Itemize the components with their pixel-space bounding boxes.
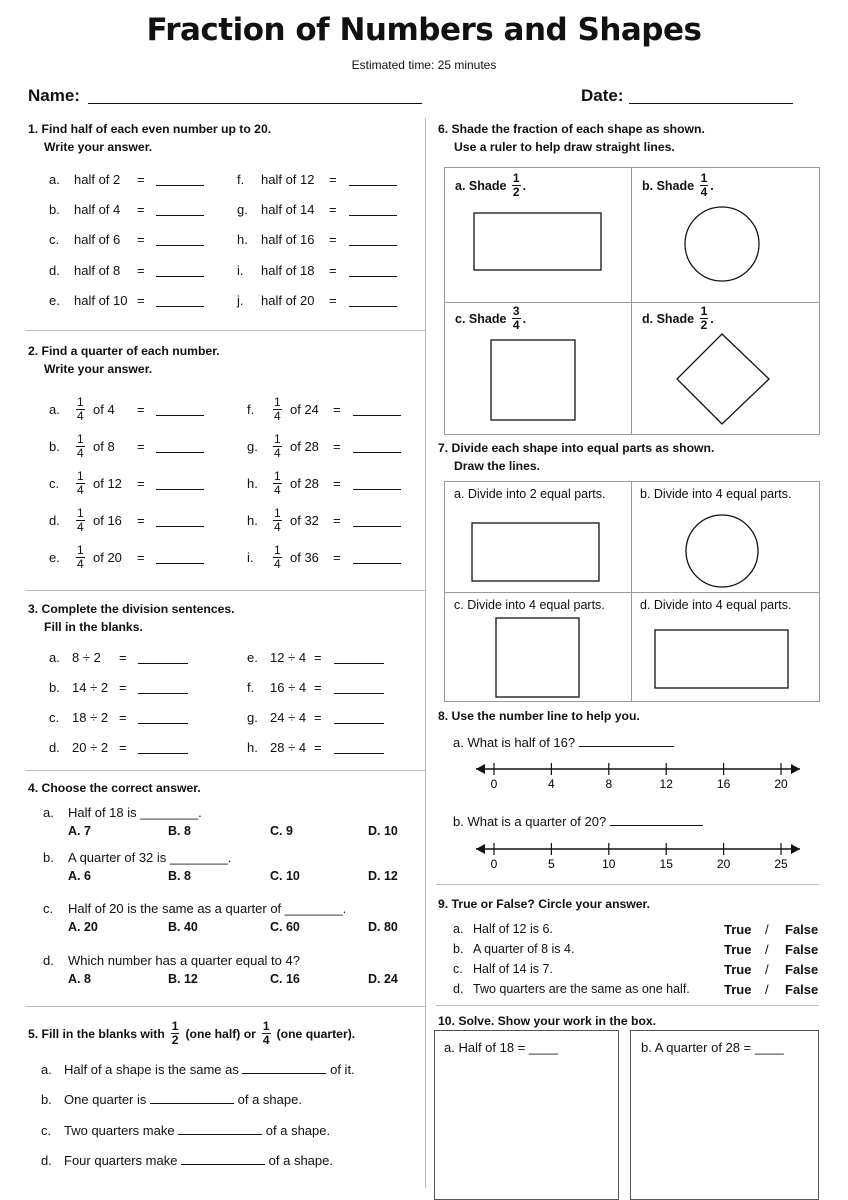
- item-text: 20 ÷ 2: [72, 740, 109, 755]
- section-divider: [26, 1006, 425, 1007]
- q7-cell-d-label: d. Divide into 4 equal parts.: [640, 598, 792, 612]
- item-text: A quarter of 32 is ________.: [68, 850, 232, 865]
- item-text: of 32: [290, 513, 319, 528]
- item-letter: d.: [43, 953, 54, 968]
- fraction-one-quarter: $\frac{1}{4}$: [77, 395, 84, 423]
- item-letter: f.: [247, 402, 255, 417]
- q3-row: [0, 710, 420, 728]
- item-text: of a shape.: [265, 1153, 333, 1168]
- item-text: half of 10: [74, 293, 128, 308]
- item-text: half of 6: [74, 232, 121, 247]
- item-text: Half of 20 is the same as a quarter of ________.: [68, 901, 347, 916]
- equals-sign: =: [333, 550, 341, 565]
- equals-sign: =: [137, 232, 145, 247]
- item-text: half of 8: [74, 263, 121, 278]
- item-text: of 8: [93, 439, 115, 454]
- item-text: One quarter is: [64, 1092, 150, 1107]
- item-letter: e.: [49, 550, 60, 565]
- tick-label: 20: [774, 777, 788, 791]
- q4-question: [43, 901, 346, 916]
- item-text: Half of a shape is the same as: [64, 1062, 243, 1077]
- answer-blank[interactable]: [610, 814, 703, 826]
- item-letter: b.: [49, 680, 60, 695]
- answer-blank[interactable]: [349, 265, 397, 277]
- arrow-left-icon: [476, 844, 485, 854]
- item-letter: i.: [237, 263, 244, 278]
- item-letter: f.: [237, 172, 245, 187]
- q1-row: [0, 172, 420, 190]
- item-letter: c.: [49, 476, 60, 491]
- q6-circle-shape: [685, 207, 759, 281]
- fraction-one-quarter: $\frac{1}{4}$: [274, 543, 281, 571]
- answer-option[interactable]: C. 9: [270, 824, 293, 838]
- answer-option[interactable]: A. 6: [68, 869, 91, 883]
- q2-row: [0, 433, 420, 461]
- item-text: 16 ÷ 4: [270, 680, 307, 695]
- tick-label: 16: [716, 777, 731, 791]
- q8-item-b: b. What is a quarter of 20?: [453, 814, 703, 829]
- estimated-time: Estimated time: 25 minutes: [351, 58, 497, 72]
- name-field[interactable]: [88, 103, 422, 104]
- answer-option[interactable]: B. 40: [168, 920, 198, 934]
- arrow-right-icon: [791, 844, 800, 854]
- fraction-one-quarter: $\frac{1}{4}$: [77, 432, 84, 460]
- item-letter: g.: [247, 710, 258, 725]
- equals-sign: =: [119, 710, 127, 725]
- tick-label: 0: [490, 777, 498, 791]
- item-letter: e.: [49, 293, 60, 308]
- q5-row: [41, 1123, 330, 1138]
- item-letter: b.: [49, 439, 60, 454]
- q2-row: [0, 470, 420, 498]
- answer-blank[interactable]: [353, 404, 401, 416]
- item-letter: c.: [41, 1123, 52, 1138]
- item-letter: d.: [49, 263, 60, 278]
- q10-work-box-a[interactable]: [434, 1030, 619, 1200]
- q2-row: [0, 507, 420, 535]
- q6-square-shape: [491, 340, 575, 420]
- false-option[interactable]: False: [785, 982, 819, 997]
- q6-rhombus-shape: [677, 334, 769, 424]
- item-letter: a.: [41, 1062, 52, 1077]
- answer-blank[interactable]: [353, 515, 401, 527]
- arrow-left-icon: [476, 764, 485, 774]
- q5-heading: 5. Fill in the blanks with $\frac{1}{2}$ (one half) or $\frac{1}{4}$ (one quarter).: [28, 1019, 356, 1047]
- tick-label: 20: [716, 857, 731, 871]
- equals-sign: =: [333, 439, 341, 454]
- q2-row: [0, 544, 420, 572]
- q3-row: [0, 650, 420, 668]
- item-text: Two quarters are the same as one half.: [473, 982, 690, 996]
- tick-label: 4: [548, 777, 555, 791]
- item-letter: a.: [49, 172, 60, 187]
- true-option[interactable]: True: [724, 962, 752, 977]
- equals-sign: =: [137, 263, 145, 278]
- answer-option[interactable]: A. 7: [68, 824, 91, 838]
- answer-blank[interactable]: [334, 652, 384, 664]
- fraction-one-half: $\frac{1}{2}$: [171, 1019, 179, 1047]
- fraction-one-quarter: $\frac{1}{4}$: [274, 506, 281, 534]
- equals-sign: =: [137, 402, 145, 417]
- name-label: Name:: [28, 86, 80, 105]
- q5-row: [41, 1092, 302, 1107]
- q7-heading: 7. Divide each shape into equal parts as shown. Draw the lines.: [438, 441, 715, 473]
- equals-sign: =: [329, 202, 337, 217]
- item-text: 14 ÷ 2: [72, 680, 109, 695]
- q10-heading: 10. Solve. Show your work in the box.: [438, 1014, 657, 1028]
- item-letter: b.: [43, 850, 54, 865]
- item-text: 28 ÷ 4: [270, 740, 307, 755]
- fraction-one-quarter: $\frac{1}{4}$: [77, 543, 84, 571]
- equals-sign: =: [137, 293, 145, 308]
- q1-row: [0, 263, 420, 281]
- tick-label: 10: [602, 857, 616, 871]
- item-letter: f.: [247, 680, 255, 695]
- item-text: of 20: [93, 550, 122, 565]
- answer-blank[interactable]: [349, 234, 397, 246]
- q7-square-shape: [496, 618, 579, 697]
- equals-sign: =: [333, 476, 341, 491]
- equals-sign: =: [137, 550, 145, 565]
- answer-option[interactable]: C. 60: [270, 920, 300, 934]
- true-option[interactable]: True: [724, 942, 752, 957]
- item-text: half of 16: [261, 232, 315, 247]
- q6-cell-c-label: c. Shade $\frac{3}{4}$ .: [455, 304, 527, 332]
- item-letter: h.: [237, 232, 248, 247]
- item-text: of 12: [93, 476, 122, 491]
- item-text: half of 20: [261, 293, 315, 308]
- section-divider: [26, 590, 425, 591]
- column-divider: [425, 118, 426, 1188]
- answer-blank[interactable]: [353, 478, 401, 490]
- item-text: of 4: [93, 402, 115, 417]
- answer-option[interactable]: D. 24: [368, 972, 398, 986]
- item-letter: d.: [49, 740, 60, 755]
- q3-heading: 3. Complete the division sentences. Fill in the blanks.: [28, 602, 235, 634]
- item-letter: h.: [247, 513, 258, 528]
- true-option[interactable]: True: [724, 982, 752, 997]
- q7-rectangle-shape: [472, 523, 599, 581]
- item-text: Four quarters make: [64, 1153, 182, 1168]
- section-divider: [436, 884, 819, 885]
- item-letter: b.: [41, 1092, 52, 1107]
- fraction-one-quarter: $\frac{1}{4}$: [262, 1019, 270, 1047]
- tick-label: 12: [659, 777, 673, 791]
- item-text: of 36: [290, 550, 319, 565]
- equals-sign: =: [314, 740, 322, 755]
- equals-sign: =: [333, 402, 341, 417]
- answer-option[interactable]: B. 12: [168, 972, 198, 986]
- q7-wide-rectangle-shape: [655, 630, 788, 688]
- item-letter: d.: [41, 1153, 52, 1168]
- page-title: Fraction of Numbers and Shapes: [146, 12, 702, 48]
- answer-option[interactable]: D. 80: [368, 920, 398, 934]
- q1-row: [0, 232, 420, 250]
- false-option[interactable]: False: [785, 942, 819, 957]
- q5-row: [41, 1153, 333, 1168]
- equals-sign: =: [137, 476, 145, 491]
- item-text: A quarter of 8 is 4.: [473, 942, 575, 956]
- item-letter: c.: [49, 710, 60, 725]
- item-text: half of 18: [261, 263, 315, 278]
- answer-option[interactable]: A. 20: [68, 920, 98, 934]
- fraction-one-quarter: $\frac{1}{4}$: [274, 469, 281, 497]
- q4-question: [43, 850, 231, 865]
- item-letter: g.: [237, 202, 248, 217]
- item-text: of 28: [290, 476, 319, 491]
- tick-label: 15: [659, 857, 673, 871]
- q4-question: [43, 805, 202, 820]
- tick-label: 8: [605, 777, 613, 791]
- answer-blank[interactable]: [334, 682, 384, 694]
- item-letter: a.: [49, 650, 60, 665]
- equals-sign: =: [329, 263, 337, 278]
- equals-sign: =: [137, 513, 145, 528]
- q6-rectangle-shape: [474, 213, 601, 270]
- section-divider: [436, 1005, 819, 1006]
- item-text: 24 ÷ 4: [270, 710, 307, 725]
- item-text: Half of 12 is 6.: [473, 922, 553, 936]
- q5-row: [41, 1062, 355, 1077]
- q6-cell-d-label: d. Shade $\frac{1}{2}$ .: [642, 304, 714, 332]
- q8-heading: 8. Use the number line to help you.: [438, 709, 640, 723]
- equals-sign: =: [314, 680, 322, 695]
- equals-sign: =: [137, 439, 145, 454]
- q9-row: [0, 982, 848, 1000]
- tick-label: 25: [774, 857, 788, 871]
- equals-sign: =: [333, 513, 341, 528]
- q3-row: [0, 680, 420, 698]
- q6-cell-b-label: b. Shade $\frac{1}{4}$ .: [642, 171, 714, 199]
- answer-option[interactable]: D. 12: [368, 869, 398, 883]
- q9-heading: 9. True or False? Circle your answer.: [438, 897, 651, 911]
- item-text: 8 ÷ 2: [72, 650, 101, 665]
- answer-blank[interactable]: [349, 295, 397, 307]
- item-letter: h.: [247, 740, 258, 755]
- item-text: half of 12: [261, 172, 315, 187]
- date-label: Date:: [581, 86, 624, 105]
- item-text: of a shape.: [234, 1092, 302, 1107]
- item-text: Two quarters make: [64, 1123, 179, 1138]
- fraction-one-quarter: $\frac{1}{4}$: [77, 469, 84, 497]
- item-letter: c.: [49, 232, 60, 247]
- answer-option[interactable]: C. 16: [270, 972, 300, 986]
- item-letter: g.: [247, 439, 258, 454]
- q6-cell-a-label: a. Shade $\frac{1}{2}$ .: [455, 171, 527, 199]
- q7-shapes[interactable]: [444, 481, 820, 702]
- fraction-one-quarter: $\frac{1}{4}$: [274, 395, 281, 423]
- answer-option[interactable]: D. 10: [368, 824, 398, 838]
- item-text: of 24: [290, 402, 319, 417]
- number-line-1: [470, 758, 810, 794]
- item-text: of 16: [93, 513, 122, 528]
- item-letter: b.: [453, 942, 464, 956]
- item-text: Which number has a quarter equal to 4?: [68, 953, 300, 968]
- separator: /: [765, 982, 769, 997]
- section-divider: [26, 330, 425, 331]
- item-letter: i.: [247, 550, 254, 565]
- answer-blank[interactable]: [181, 1153, 265, 1165]
- separator: /: [765, 922, 769, 937]
- item-letter: a.: [453, 922, 464, 936]
- answer-blank[interactable]: [334, 712, 384, 724]
- q7-cell-c-label: c. Divide into 4 equal parts.: [454, 598, 605, 612]
- q6-heading: 6. Shade the fraction of each shape as shown. Use a ruler to help draw straight lines.: [438, 122, 705, 154]
- q1-heading: 1. Find half of each even number up to 20. Write your answer.: [28, 122, 272, 154]
- q7-cell-a-label: a. Divide into 2 equal parts.: [454, 487, 606, 501]
- q9-row: [0, 922, 848, 940]
- q7-circle-shape: [686, 515, 758, 587]
- arrow-right-icon: [791, 764, 800, 774]
- item-letter: e.: [247, 650, 258, 665]
- equals-sign: =: [137, 172, 145, 187]
- q10-item-b: b. A quarter of 28 = ____: [641, 1040, 784, 1055]
- item-text: half of 4: [74, 202, 121, 217]
- item-letter: b.: [49, 202, 60, 217]
- item-letter: a.: [49, 402, 60, 417]
- item-letter: c.: [43, 901, 54, 916]
- answer-blank[interactable]: [178, 1123, 262, 1135]
- item-text: half of 14: [261, 202, 315, 217]
- q10-item-a: a. Half of 18 = ____: [444, 1040, 558, 1055]
- equals-sign: =: [119, 680, 127, 695]
- item-text: Half of 14 is 7.: [473, 962, 553, 976]
- q2-row: [0, 396, 420, 424]
- answer-blank[interactable]: [353, 441, 401, 453]
- equals-sign: =: [329, 232, 337, 247]
- item-letter: d.: [453, 982, 464, 996]
- tick-label: 5: [548, 857, 555, 871]
- equals-sign: =: [329, 293, 337, 308]
- equals-sign: =: [137, 202, 145, 217]
- date-field[interactable]: [629, 103, 793, 104]
- equals-sign: =: [314, 650, 322, 665]
- q4-heading: 4. Choose the correct answer.: [28, 781, 201, 795]
- answer-blank[interactable]: [353, 552, 401, 564]
- true-option[interactable]: True: [724, 922, 752, 937]
- q3-row: [0, 740, 420, 758]
- q8-item-a: a. What is half of 16?: [453, 735, 674, 750]
- section-divider: [26, 770, 425, 771]
- fraction-one-quarter: $\frac{1}{4}$: [274, 432, 281, 460]
- q2-heading: 2. Find a quarter of each number. Write your answer.: [28, 344, 220, 376]
- item-text: of 28: [290, 439, 319, 454]
- answer-option[interactable]: B. 8: [168, 869, 191, 883]
- item-letter: j.: [237, 293, 244, 308]
- q1-row: [0, 293, 420, 311]
- separator: /: [765, 942, 769, 957]
- separator: /: [765, 962, 769, 977]
- fraction-one-quarter: $\frac{1}{4}$: [77, 506, 84, 534]
- item-text: Half of 18 is ________.: [68, 805, 202, 820]
- item-text: of a shape.: [262, 1123, 331, 1138]
- equals-sign: =: [119, 650, 127, 665]
- item-letter: a.: [43, 805, 54, 820]
- item-letter: d.: [49, 513, 60, 528]
- q6-shapes[interactable]: [444, 167, 820, 435]
- item-text: 12 ÷ 4: [270, 650, 307, 665]
- q1-row: [0, 202, 420, 220]
- item-text: 18 ÷ 2: [72, 710, 109, 725]
- false-option[interactable]: False: [785, 922, 819, 937]
- q9-row: [0, 942, 848, 960]
- equals-sign: =: [119, 740, 127, 755]
- answer-option[interactable]: C. 10: [270, 869, 300, 883]
- q9-row: [0, 962, 848, 980]
- q10-work-box-b[interactable]: [630, 1030, 819, 1200]
- item-letter: h.: [247, 476, 258, 491]
- equals-sign: =: [314, 710, 322, 725]
- answer-blank[interactable]: [242, 1062, 326, 1074]
- item-text: of it.: [326, 1062, 355, 1077]
- answer-blank[interactable]: [349, 174, 397, 186]
- item-text: half of 2: [74, 172, 121, 187]
- item-letter: c.: [453, 962, 463, 976]
- equals-sign: =: [329, 172, 337, 187]
- number-line-2: [470, 838, 810, 874]
- answer-blank[interactable]: [579, 735, 674, 747]
- answer-blank[interactable]: [150, 1092, 234, 1104]
- answer-blank[interactable]: [349, 204, 397, 216]
- false-option[interactable]: False: [785, 962, 819, 977]
- answer-option[interactable]: A. 8: [68, 972, 91, 986]
- q7-cell-b-label: b. Divide into 4 equal parts.: [640, 487, 792, 501]
- tick-label: 0: [490, 857, 498, 871]
- answer-option[interactable]: B. 8: [168, 824, 191, 838]
- answer-blank[interactable]: [334, 742, 384, 754]
